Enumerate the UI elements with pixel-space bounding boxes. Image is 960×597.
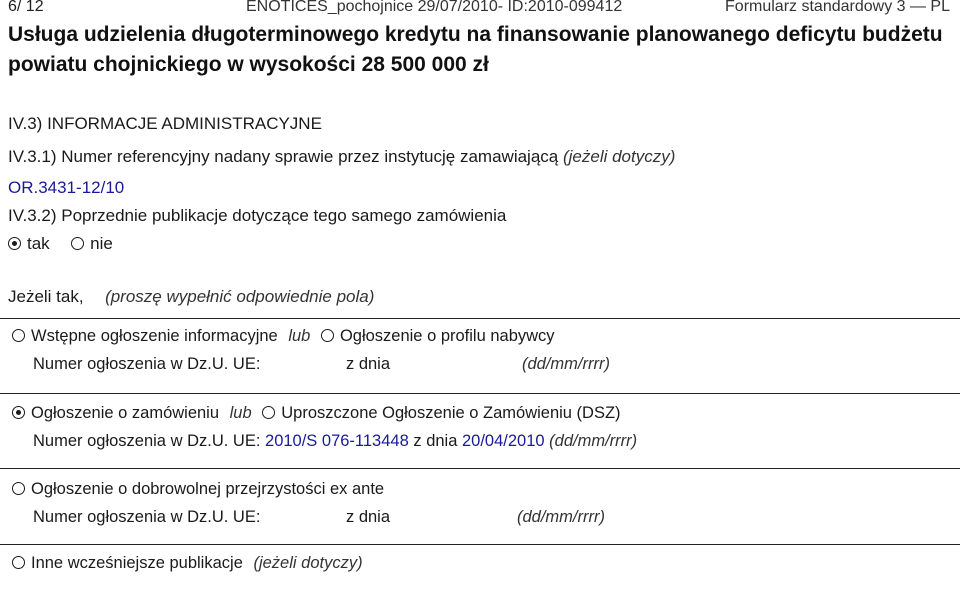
iv31-row [8,147,675,167]
block2-date-value: 20/04/2010 [461,432,545,450]
divider-2 [0,393,960,394]
notice-id: ENOTICES_pochojnice 29/07/2010- ID:2010-099412 [246,0,623,15]
iv31-note: (jeżeli dotyczy) [562,147,676,166]
block2-numer-value: 2010/S 076-113448 [265,432,409,450]
block1-numer-label: Numer ogłoszenia w Dz.U. UE: [33,355,261,373]
block3-date-fmt: (dd/mm/rrrr) [517,508,605,526]
radio-tak-label: tak [27,234,50,253]
ex-ante-label: Ogłoszenie o dobrowolnej przejrzystości ex ante [31,480,385,498]
document-title: Usługa udzielenia długoterminowego kredytu na finansowanie planowanego deficytu budżetu powiatu chojnickiego w wysokości 28 500 000 zł [8,23,943,76]
radio-nie-label: nie [90,234,113,253]
lub-text: lub [288,327,311,345]
inne-note: (jeżeli dotyczy) [253,554,363,572]
profil-label: Ogłoszenie o profilu nabywcy [339,327,555,345]
radio-inne[interactable] [12,556,25,569]
page-number: 6/ 12 [8,0,44,15]
dsz-label: Uproszczone Ogłoszenie o Zamówieniu (DSZ) [281,404,621,422]
block1-date-fmt: (dd/mm/rrrr) [522,355,610,373]
block2-numer-row [33,432,637,451]
divider-1 [0,318,960,319]
block1-z-dnia: z dnia [346,355,391,373]
block3-options [12,480,384,499]
if-yes-label: Jeżeli tak, [8,287,84,306]
divider-3 [0,468,960,469]
block3-numer-label: Numer ogłoszenia w Dz.U. UE: [33,508,261,526]
radio-dsz[interactable] [262,406,275,419]
radio-ogloszenie-zamowienie[interactable] [12,406,25,419]
block2-date-fmt: (dd/mm/rrrr) [549,432,638,450]
iv32-label: IV.3.2) Poprzednie publikacje dotyczące tego samego zamówienia [8,206,507,225]
block1-options [12,327,555,346]
iv31-value: OR.3431-12/10 [8,178,125,197]
block2-numer-label: Numer ogłoszenia w Dz.U. UE: [33,432,261,450]
iv32-radios [8,234,113,254]
lub-text-2: lub [229,404,252,422]
iv31-label: IV.3.1) Numer referencyjny nadany sprawie przez instytucję zamawiającą [8,147,559,166]
block2-z-dnia: z dnia [413,432,458,450]
form-name: Formularz standardowy 3 — PL [725,0,950,15]
divider-4 [0,544,960,545]
wstepne-label: Wstępne ogłoszenie informacyjne [31,327,278,345]
block3-z-dnia: z dnia [346,508,391,526]
block4-options [12,554,363,573]
ogloszenie-zamowienie-label: Ogłoszenie o zamówieniu [31,404,220,422]
radio-tak[interactable] [8,237,21,250]
if-yes-note: (proszę wypełnić odpowiednie pola) [105,287,375,306]
inne-label: Inne wcześniejsze publikacje [31,554,243,572]
if-yes-row [8,287,374,307]
block2-options [12,404,621,423]
radio-ex-ante[interactable] [12,482,25,495]
radio-wstepne[interactable] [12,329,25,342]
page-header [8,0,952,20]
radio-profil[interactable] [321,329,334,342]
section-heading-iv3: IV.3) INFORMACJE ADMINISTRACYJNE [8,114,322,133]
radio-nie[interactable] [71,237,84,250]
